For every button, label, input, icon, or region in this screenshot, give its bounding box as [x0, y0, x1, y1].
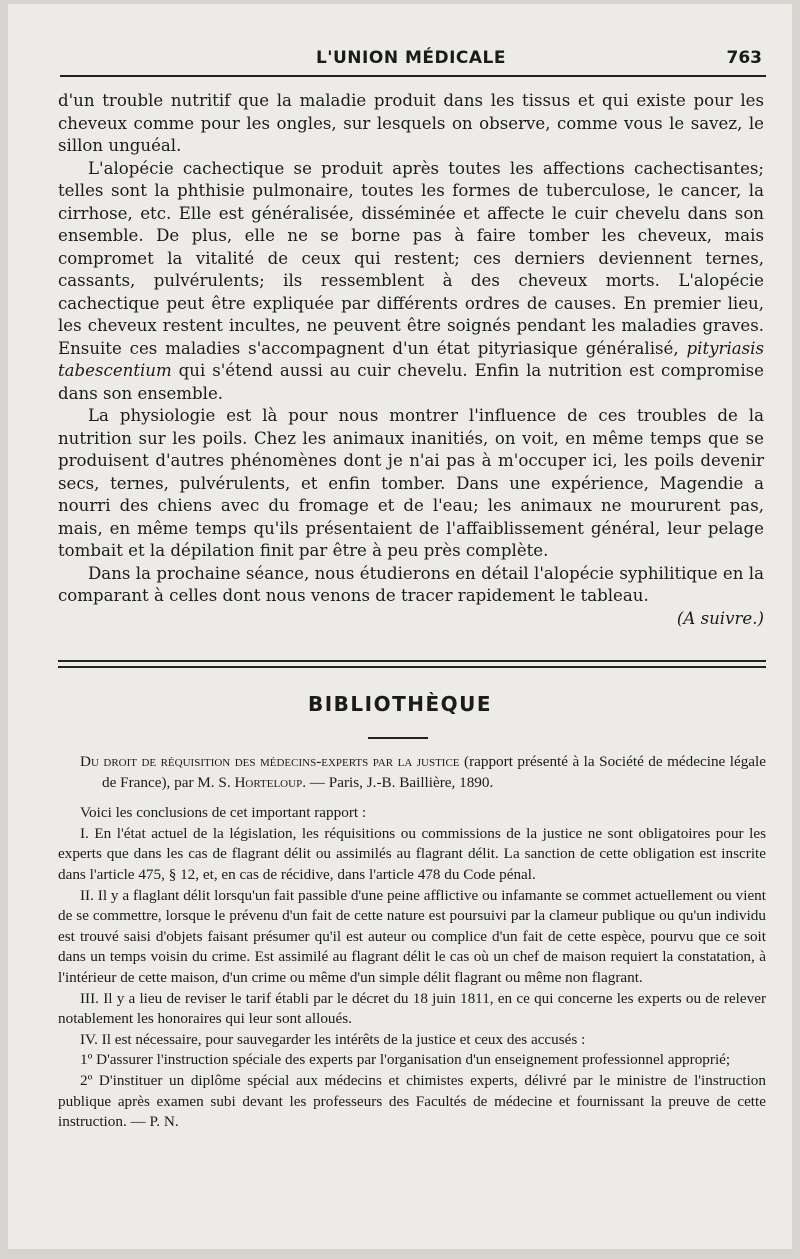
book-author: Horteloup.	[234, 773, 306, 791]
conclusion-subitem: 2º D'instituer un diplôme spécial aux médecins et chimistes experts, délivré par le ministre de l'instruction publique après examen subi devant les professeurs des Facultés de médecine et fournissant la preuve de cette instruction. — P. N.	[58, 1071, 766, 1131]
paragraph-text: L'alopécie cachectique se produit après toutes les affections cachectisantes; telles sont la phthisie pulmonaire, toutes les formes de tuberculose, le cancer, la cirrhose, etc. Elle est généralisée, disséminée et affecte le cuir chevelu dans son ensemble. De plus, elle ne se borne pas à faire tomber les cheveux, mais compromet la vitalité de ceux qui restent; ces derniers deviennent ternes, cassants, pulvérulents; ils ressemblent à des cheveux morts. L'alopécie cachectique peut être expliquée par différents ordres de causes. En premier lieu, les cheveux restent incultes, ne peuvent être soignés pendant les maladies graves. Ensuite ces maladies s'accompagnent d'un état pityriasique généralisé,	[58, 158, 764, 358]
section-divider	[58, 660, 766, 668]
journal-title: L'UNION MÉDICALE	[315, 48, 507, 68]
section-title: BIBLIOTHÈQUE	[307, 692, 493, 716]
latin-term: pityriasis tabescentium	[58, 338, 764, 380]
conclusion-item: II. Il y a flaglant délit lorsqu'un fait passible d'une peine afflictive ou infamante se commet actuellement ou vient de se commettre, lorsque le prévenu d'un fait de cette nature est poursuivi par la clameur publique ou qu'un individu est trouvé saisi d'objets faisant présumer qu'il est auteur ou complice d'un fait de cette espèce, pourvu que ce soit dans un temps voisin du crime. Est assimilé au flagrant délit le cas où un chef de maison requiert la constatation, à l'intérieur de cette maison, d'un crime ou même d'un simple délit flagrant ou même non flagrant.	[58, 886, 766, 986]
continuation-note: (A suivre.)	[676, 608, 764, 628]
article-body	[58, 90, 764, 630]
paragraph	[58, 563, 764, 628]
review-intro: Voici les conclusions de cet important rapport :	[80, 804, 367, 822]
book-publisher: — Paris, J.-B. Baillière, 1890.	[309, 773, 494, 791]
paragraph: La physiologie est là pour nous montrer l'influence de ces troubles de la nutrition sur les poils. Chez les animaux inanitiés, on voit, en même temps que se produisent d'autres phénomènes dont je n'ai pas à m'occuper ici, les poils devenir secs, ternes, pulvérulents, et enfin tomber. Dans une expérience, Magendie a nourri des chiens avec du fromage et de l'eau; les animaux ne moururent pas, mais, en même temps qu'ils présentaient de l'affaiblissement général, leur pelage tombait et la dépilation finit par être à peu près complète.	[58, 406, 764, 560]
conclusion-item: IV. Il est nécessaire, pour sauvegarder les intérêts de la justice et ceux des accusés :	[80, 1030, 586, 1048]
paragraph	[58, 158, 764, 406]
conclusion-item: III. Il y a lieu de reviser le tarif établi par le décret du 18 juin 1811, en ce qui concerne les experts ou de relever notablement les honoraires qui leur sont alloués.	[58, 989, 766, 1028]
running-header	[60, 48, 762, 74]
header-rule	[60, 75, 766, 77]
page	[8, 4, 792, 1249]
title-rule	[368, 737, 428, 739]
paragraph: d'un trouble nutritif que la maladie produit dans les tissus et qui existe pour les cheveux comme pour les ongles, sur lesquels on observe, comme vous le savez, le sillon unguéal.	[58, 91, 764, 155]
paragraph-text: Dans la prochaine séance, nous étudierons en détail l'alopécie syphilitique en la comparant à celles dont nous venons de tracer rapidement le tableau.	[58, 563, 764, 605]
bibliography-section	[58, 752, 766, 1133]
book-details: (rapport présenté à la Société de médecine légale de France), par M. S.	[102, 753, 767, 791]
page-number: 763	[726, 48, 762, 68]
conclusion-item: I. En l'état actuel de la législation, les réquisitions ou commissions de la justice ne sont obligatoires pour les experts que dans les cas de flagrant délit ou assimilés au flagrant délit. La sanction de cette obligation est inscrite dans l'article 475, § 12, et, en cas de récidive, dans l'article 478 du Code pénal.	[58, 824, 766, 883]
book-title: Du droit de réquisition des médecins-experts par la justice	[80, 753, 460, 770]
conclusion-subitem: 1º D'assurer l'instruction spéciale des experts par l'organisation d'un enseignement professionnel approprié;	[80, 1051, 731, 1069]
book-reference	[80, 752, 766, 793]
paragraph-text: qui s'étend aussi au cuir chevelu. Enfin la nutrition est compromise dans son ensemble.	[58, 361, 764, 403]
